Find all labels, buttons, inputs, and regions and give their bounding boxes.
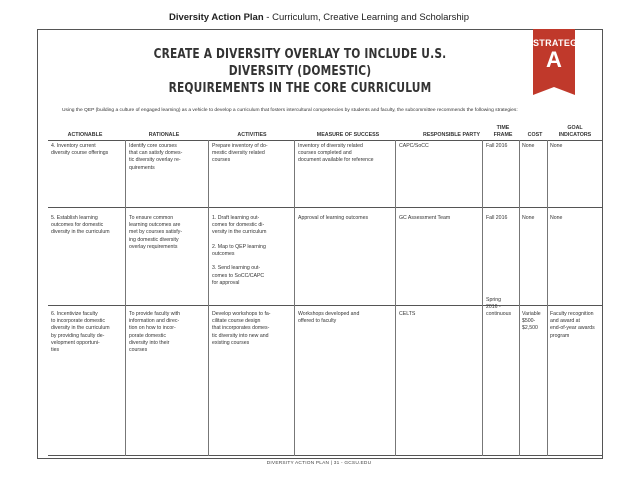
table-cell-measure: Workshops developed and offered to faculty xyxy=(298,311,360,325)
col-header-party: RESPONSIBLE PARTY xyxy=(423,132,480,138)
col-header-activities: ACTIVITIES xyxy=(237,132,267,138)
table-cell-cost: Variable $500- $2,500 xyxy=(522,311,541,332)
col-header-time: TIME FRAME xyxy=(493,125,513,138)
table-cell-cost: None xyxy=(522,215,535,221)
strategy-badge-letter: A xyxy=(546,47,562,72)
col-header-rationale: RATIONALE xyxy=(148,132,180,138)
table-cell-goal: None xyxy=(550,215,563,221)
table-cell-rationale: Identify core courses that can satisfy domes- tic diversity overlay re- quirements xyxy=(129,143,183,171)
col-header-goal: GOAL INDICATORS xyxy=(558,125,592,138)
table-cell-measure: Inventory of diversity related courses completed and document available for reference xyxy=(298,143,374,164)
table-cell-activities: Prepare inventory of do- mestic diversity related courses xyxy=(212,143,268,164)
table-column-divider xyxy=(547,140,548,456)
table-cell-rationale: To provide faculty with information and direc- tion on how to incor- porate domestic diversity into their courses xyxy=(129,311,181,354)
table-cell-cost: None xyxy=(522,143,535,149)
page-footer: DIVERSITY ACTION PLAN | 31 - GCSU.EDU xyxy=(266,461,372,466)
table-cell-rationale: To ensure common learning outcomes are met by courses satisfy- ing domestic diversity overlay requirements xyxy=(129,215,183,250)
intro-text: Using the QEP (building a culture of engaged learning) as a vehicle to develop a curriculum that fosters intercultural competencies by students and faculty, the subcommittee recommends the following strategies: xyxy=(62,108,518,113)
strategy-title-line-1: CREATE A DIVERSITY OVERLAY TO INCLUDE U.S. DIVERSITY (DOMESTIC) xyxy=(153,47,447,79)
table-cell-party: CAPC/SoCC xyxy=(399,143,429,149)
table-cell-measure: Approval of learning outcomes xyxy=(298,215,369,221)
col-header-cost: COST xyxy=(527,132,543,138)
table-column-divider xyxy=(519,140,520,456)
table-cell-party: CELTS xyxy=(399,311,416,317)
table-cell-goal: Faculty recognition and award at end-of-year awards program xyxy=(550,311,595,339)
col-header-actionable: ACTIONABLE xyxy=(67,132,103,138)
strategy-badge xyxy=(533,29,584,87)
strategy-title-line-2: REQUIREMENTS IN THE CORE CURRICULUM xyxy=(168,81,432,96)
strategy-badge-word: STRATEGY xyxy=(533,38,584,48)
table-column-divider xyxy=(125,140,126,456)
table-cell-time: Fall 2016 xyxy=(486,215,508,221)
table-column-divider xyxy=(294,140,295,456)
table-cell-party: GC Assessment Team xyxy=(399,215,451,221)
table-cell-time: Fall 2016 xyxy=(486,143,508,149)
table-cell-actionable: 6. Incentivize faculty to incorporate domestic diversity in the curriculum by providing faculty de- velopment opportuni- ties xyxy=(51,311,110,354)
document-title: Diversity Action Plan xyxy=(168,12,264,23)
table-column-divider xyxy=(482,140,483,456)
col-header-measure: MEASURE OF SUCCESS xyxy=(316,132,380,138)
table-cell-actionable: 5. Establish learning outcomes for domestic diversity in the curriculum xyxy=(51,215,110,236)
strategy-title xyxy=(120,46,481,97)
document-subtitle: - Curriculum, Creative Learning and Scholarship xyxy=(263,12,470,23)
document-header xyxy=(0,12,638,23)
table-cell-activities: Develop workshops to fa- cilitate course design that incorporates domes- tic diversity into new and existing courses xyxy=(212,311,271,346)
table-cell-activities: 1. Draft learning out- comes for domestic di- versity in the curriculum 2. Map to QEP learning outcomes 3. Send learning out- comes to SoCC/CAPC for approval xyxy=(212,215,267,286)
table-column-divider xyxy=(208,140,209,456)
table-cell-goal: None xyxy=(550,143,563,149)
table-cell-time: Spring 2016 - continuous xyxy=(486,297,512,318)
table-column-divider xyxy=(395,140,396,456)
table-cell-actionable: 4. Inventory current diversity course offerings xyxy=(51,143,109,157)
